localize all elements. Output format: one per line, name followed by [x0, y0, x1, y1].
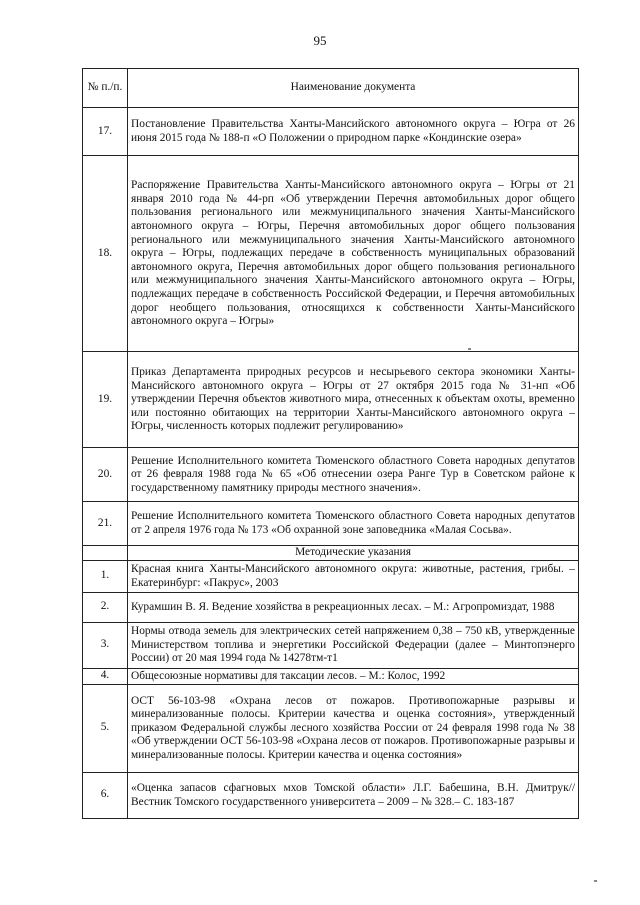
table-row: [83, 156, 579, 352]
table-header-row: [83, 69, 579, 108]
page-number: 95: [313, 33, 327, 48]
document-title: Распоряжение Правительства Ханты-Мансийского автономного округа – Югры от 21 января 2010 года № 44-рп «Об утверждении Перечня автомобильных дорог общего пользования регионального или межмуниципального значения Ханты-Мансийского автономного округа – Югры, Перечня автомобильных дорог общего пользования регионального или межмуниципального значения Ханты-Мансийского автономного округа – Югры, подлежащих передаче в собственность муниципальных образований автономного округа, Перечня автомобильных дорог общего пользования регионального или межмуниципального значения Ханты-Мансийского автономного округа – Югры, подлежащих передаче в собственность Российской Федерации, и Перечня автомобильных дорог необщего пользования, относящихся к собственности Ханты-Мансийского автономного округа – Югры»: [128, 156, 579, 352]
document-title: «Оценка запасов сфагновых мхов Томской области» Л.Г. Бабешина, В.Н. Дмитрук// Вестник Томского государственного университета – 2009 – № 328.– С. 183-187: [128, 772, 579, 818]
table-row: [83, 108, 579, 156]
section-number-cell: [83, 546, 128, 561]
table-row: [83, 592, 579, 622]
section-row: [83, 546, 579, 561]
table-row: [83, 668, 579, 684]
row-number: 6.: [83, 772, 128, 818]
section-title: Методические указания: [128, 546, 579, 561]
document-title: Общесоюзные нормативы для таксации лесов. – М.: Колос, 1992: [128, 668, 579, 684]
row-number: 18.: [83, 156, 128, 352]
table-row: [83, 502, 579, 546]
table-row: [83, 684, 579, 772]
document-title: Постановление Правительства Ханты-Мансийского автономного округа – Югра от 26 июня 2015 года № 188-п «О Положении о природном парке «Кондинские озера»: [128, 108, 579, 156]
table-row: [83, 560, 579, 592]
table-row: [83, 772, 579, 818]
row-number: 5.: [83, 684, 128, 772]
scan-speck: [468, 348, 471, 350]
document-title: ОСТ 56-103-98 «Охрана лесов от пожаров. Противопожарные разрывы и минерализованные полосы. Критерии качества и оценка состояния», утвержденный приказом Федеральной службы лесного хозяйства России от 24 февраля 1998 года № 38 «Об утверждении ОСТ 56-103-98 «Охрана лесов от пожаров. Противопожарные разрывы и минерализованные полосы. Критерии качества и оценка состояния»: [128, 684, 579, 772]
table-row: [83, 448, 579, 502]
document-title: Решение Исполнительного комитета Тюменского областного Совета народных депутатов от 26 февраля 1988 года № 65 «Об отнесении озера Рангe Тур в Советском районе к государственному памятнику природы местного значения».: [128, 448, 579, 502]
document-title: Нормы отвода земель для электрических сетей напряжением 0,38 – 750 кВ, утвержденные Министерством топлива и энергетики Российской Федерации (далее – Минтопэнерго России) от 20 мая 1994 года № 14278тм-т1: [128, 622, 579, 668]
documents-table: [82, 68, 579, 819]
row-number: 2.: [83, 592, 128, 622]
row-number: 3.: [83, 622, 128, 668]
column-header-document-name: Наименование документа: [128, 69, 579, 108]
document-title: Решение Исполнительного комитета Тюменского областного Совета народных депутатов от 2 апреля 1976 года № 173 «Об охранной зоне заповедника «Малая Сосьва».: [128, 502, 579, 546]
row-number: 21.: [83, 502, 128, 546]
row-number: 20.: [83, 448, 128, 502]
table-row: [83, 622, 579, 668]
table-row: [83, 352, 579, 448]
document-title: Красная книга Ханты-Мансийского автономного округа: животные, растения, грибы. – Екатеринбург: «Пакрус», 2003: [128, 560, 579, 592]
row-number: 19.: [83, 352, 128, 448]
document-title: Приказ Департамента природных ресурсов и несырьевого сектора экономики Ханты-Мансийского автономного округа – Югры от 27 октября 2015 года № 31-нп «Об утверждении Перечня объектов животного мира, отнесенных к объектам охоты, временно или постоянно обитающих на территории Ханты-Мансийского автономного округа – Югры, численность которых подлежит регулированию»: [128, 352, 579, 448]
document-title: Курамшин В. Я. Ведение хозяйства в рекреационных лесах. – М.: Агропромиздат, 1988: [128, 592, 579, 622]
scan-speck: [594, 880, 597, 882]
row-number: 4.: [83, 668, 128, 684]
row-number: 1.: [83, 560, 128, 592]
column-header-number: № п./п.: [83, 69, 128, 108]
row-number: 17.: [83, 108, 128, 156]
